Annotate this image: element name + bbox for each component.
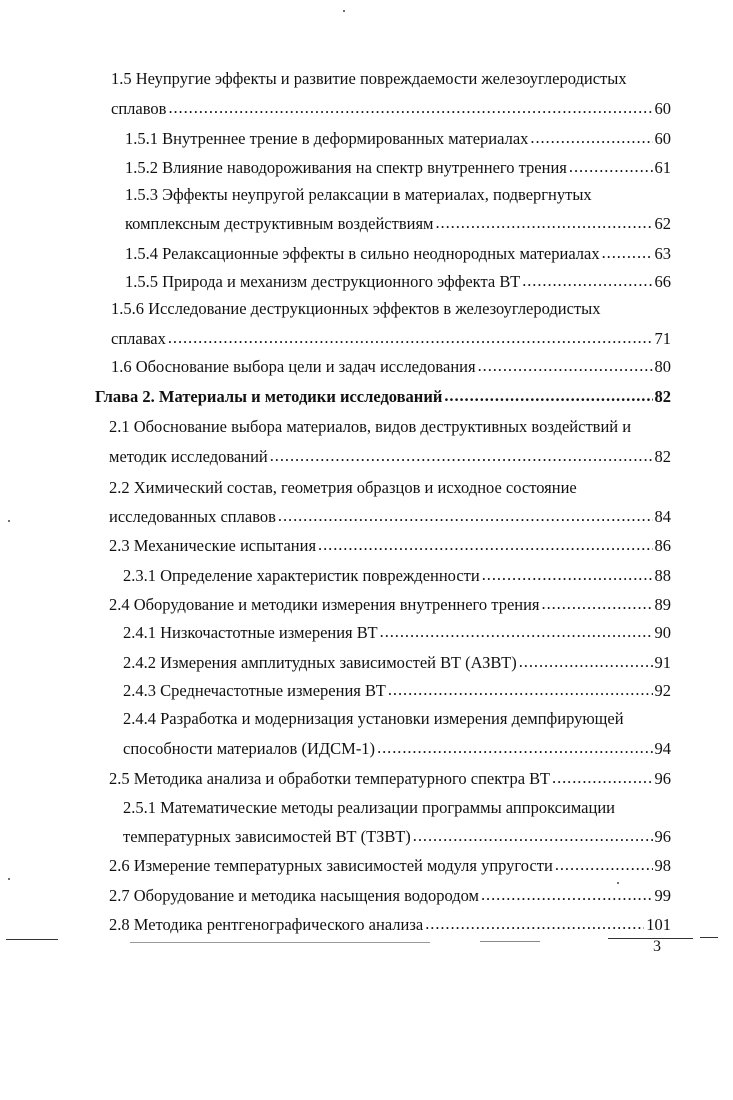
- toc-entry: [125, 243, 671, 265]
- toc-entry-text: сплавах: [111, 329, 166, 348]
- toc-entry: [109, 446, 671, 468]
- toc-entry-text: 2.8 Методика рентгенографического анализа: [109, 915, 424, 934]
- toc-page-number: 71: [654, 329, 671, 348]
- toc-entry: [125, 157, 671, 179]
- toc-leader: [444, 385, 652, 407]
- toc-entry: [109, 768, 671, 790]
- toc-page-number: 63: [654, 244, 671, 263]
- toc-entry-text: 1.6 Обоснование выбора цели и задач исследования: [111, 357, 476, 376]
- scan-speck: [8, 878, 10, 880]
- toc-page-number: 101: [646, 915, 671, 934]
- toc-entry-text: сплавов: [111, 99, 167, 118]
- toc-leader: [278, 505, 653, 527]
- toc-chapter-entry: [95, 386, 671, 408]
- toc-entry-text: 2.3.1 Определение характеристик поврежденности: [123, 566, 480, 585]
- toc-entry: [109, 855, 671, 877]
- toc-page-number: 80: [654, 357, 671, 376]
- toc-page-number: 86: [654, 536, 671, 555]
- toc-leader: [519, 651, 653, 673]
- toc-entry-text: 1.5.2 Влияние наводороживания на спектр внутреннего трения: [125, 158, 567, 177]
- toc-entry-text: 2.6 Измерение температурных зависимостей модуля упругости: [109, 856, 553, 875]
- toc-page-number: 96: [654, 769, 671, 788]
- toc-entry-text: 2.4 Оборудование и методики измерения внутреннего трения: [109, 595, 540, 614]
- scan-speck: [617, 882, 619, 884]
- toc-entry-text: 1.5 Неупругие эффекты и развитие повреждаемости железоуглеродистых: [111, 69, 627, 88]
- toc-page-number: 66: [654, 272, 671, 291]
- toc-entry: [111, 68, 671, 90]
- toc-leader: [318, 534, 652, 556]
- toc-entry-text: 2.7 Оборудование и методика насыщения водородом: [109, 886, 479, 905]
- toc-entry: [123, 797, 671, 819]
- toc-leader: [522, 270, 652, 292]
- toc-entry: [123, 708, 671, 730]
- toc-leader: [555, 854, 653, 876]
- toc-page-number: 89: [654, 595, 671, 614]
- toc-entry-text: 1.5.1 Внутреннее трение в деформированных материалах: [125, 129, 529, 148]
- toc-page-number: 88: [654, 566, 671, 585]
- toc-entry-text: 2.5.1 Математические методы реализации программы аппроксимации: [123, 798, 615, 817]
- toc-entry: [123, 738, 671, 760]
- toc-entry: [123, 652, 671, 674]
- toc-page-number: 60: [654, 129, 671, 148]
- scan-speck: [343, 10, 345, 12]
- toc-entry-text: комплексным деструктивным воздействиям: [125, 214, 434, 233]
- footer-rule-fragment: [700, 937, 718, 938]
- toc-page-number: 98: [654, 856, 671, 875]
- toc-entry: [125, 213, 671, 235]
- toc-entry-text: способности материалов (ИДСМ-1): [123, 739, 376, 758]
- toc-leader: [478, 355, 653, 377]
- toc-entry-text: 2.4.1 Низкочастотные измерения ВТ: [123, 623, 378, 642]
- toc-entry: [125, 271, 671, 293]
- toc-entry: [109, 594, 671, 616]
- toc-page-number: 84: [654, 507, 671, 526]
- toc-entry-text: 1.5.5 Природа и механизм деструкционного эффекта ВТ: [125, 272, 521, 291]
- toc-page-number: 94: [654, 739, 671, 758]
- toc-entry: [125, 184, 671, 206]
- footer-rule-fragment: [480, 941, 540, 942]
- toc-page-number: 91: [654, 653, 671, 672]
- toc-entry-text: исследованных сплавов: [109, 507, 276, 526]
- toc-entry: [109, 535, 671, 557]
- toc-entry-text: Глава 2. Материалы и методики исследований: [95, 387, 443, 406]
- toc-entry-text: методик исследований: [109, 447, 268, 466]
- toc-entry: [109, 416, 671, 438]
- toc-leader: [380, 621, 653, 643]
- toc-page-number: 62: [654, 214, 671, 233]
- toc-entry: [111, 298, 671, 320]
- footer-rule-fragment: [130, 942, 430, 943]
- toc-entry: [109, 885, 671, 907]
- scan-speck: [8, 520, 10, 522]
- toc-entry-text: 1.5.4 Релаксационные эффекты в сильно неоднородных материалах: [125, 244, 600, 263]
- toc-entry: [111, 328, 671, 350]
- toc-page-number: 82: [654, 387, 671, 406]
- toc-leader: [542, 593, 653, 615]
- toc-entry-text: 2.4.2 Измерения амплитудных зависимостей ВТ (АЗВТ): [123, 653, 517, 672]
- toc-leader: [270, 445, 653, 467]
- toc-leader: [168, 97, 652, 119]
- toc-entry: [123, 565, 671, 587]
- toc-page-number: 61: [654, 158, 671, 177]
- toc-leader: [388, 679, 653, 701]
- toc-entry: [125, 128, 671, 150]
- toc-leader: [168, 327, 653, 349]
- toc-leader: [530, 127, 652, 149]
- toc-leader: [425, 913, 644, 935]
- toc-entry-text: 2.1 Обоснование выбора материалов, видов деструктивных воздействий и: [109, 417, 632, 436]
- toc-entry-text: 2.3 Механические испытания: [109, 536, 317, 555]
- toc-page-number: 90: [654, 623, 671, 642]
- toc-entry-text: 2.2 Химический состав, геометрия образцов и исходное состояние: [109, 478, 577, 497]
- toc-entry: [123, 680, 671, 702]
- toc-entry: [109, 914, 671, 936]
- footer-rule-fragment: [6, 939, 58, 940]
- toc-page-number: 82: [654, 447, 671, 466]
- toc-entry-text: 2.5 Методика анализа и обработки температурного спектра ВТ: [109, 769, 551, 788]
- toc-leader: [377, 737, 652, 759]
- toc-entry-text: 2.4.4 Разработка и модернизация установки измерения демпфирующей: [123, 709, 624, 728]
- toc-entry-text: 2.4.3 Среднечастотные измерения ВТ: [123, 681, 386, 700]
- toc-leader: [481, 884, 653, 906]
- toc-entry-text: 1.5.3 Эффекты неупругой релаксации в материалах, подвергнутых: [125, 185, 592, 204]
- toc-page-number: 96: [654, 827, 671, 846]
- toc-entry-text: 1.5.6 Исследование деструкционных эффектов в железоуглеродистых: [111, 299, 601, 318]
- toc-leader: [552, 767, 652, 789]
- footer-rule-fragment: [608, 938, 693, 939]
- toc-entry: [111, 98, 671, 120]
- toc-entry: [123, 826, 671, 848]
- toc-entry-text: температурных зависимостей ВТ (ТЗВТ): [123, 827, 411, 846]
- toc-leader: [413, 825, 653, 847]
- toc-leader: [436, 212, 653, 234]
- toc-leader: [482, 564, 653, 586]
- toc-entry: [109, 506, 671, 528]
- toc-leader: [602, 242, 653, 264]
- toc-leader: [569, 156, 653, 178]
- toc-page-number: 60: [654, 99, 671, 118]
- toc-page-number: 99: [654, 886, 671, 905]
- toc-entry: [109, 477, 671, 499]
- page-number: 3: [653, 938, 661, 955]
- toc-entry: [111, 356, 671, 378]
- toc-page-number: 92: [654, 681, 671, 700]
- toc-entry: [123, 622, 671, 644]
